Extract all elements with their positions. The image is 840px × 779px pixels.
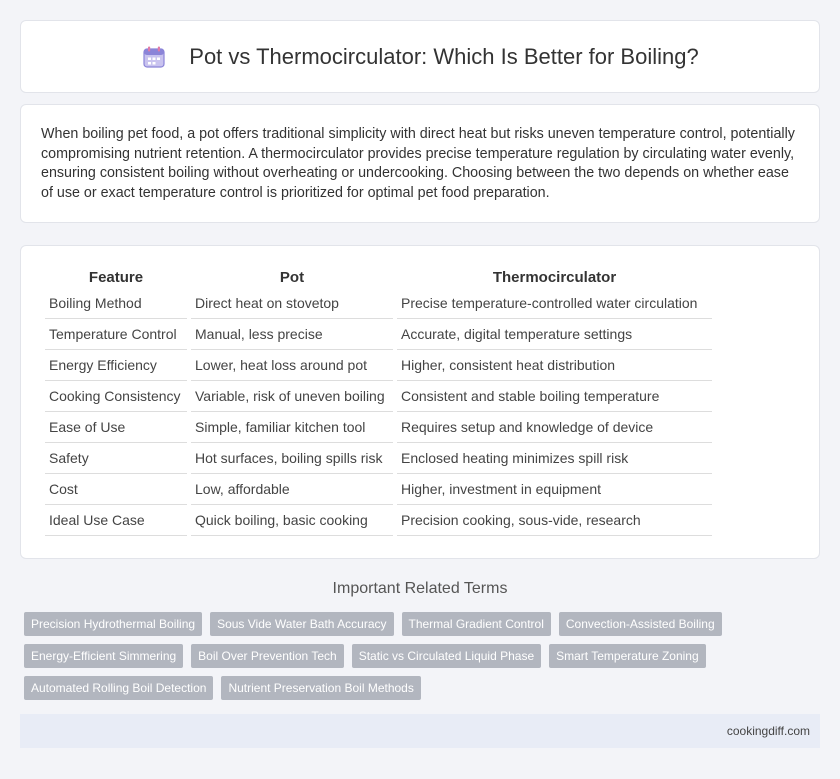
- related-terms-tags: [24, 612, 784, 700]
- tag-link[interactable]: Automated Rolling Boil Detection: [24, 676, 213, 700]
- tag-link[interactable]: Boil Over Prevention Tech: [191, 644, 344, 668]
- header-pot: Pot: [279, 268, 305, 286]
- table-row: [45, 288, 712, 319]
- table-cell: Enclosed heating minimizes spill risk: [397, 443, 712, 474]
- table-cell: Ease of Use: [45, 412, 187, 443]
- tag-link[interactable]: Precision Hydrothermal Boiling: [24, 612, 202, 636]
- table-row: [45, 350, 712, 381]
- table-cell: Precision cooking, sous-vide, research: [397, 505, 712, 536]
- comparison-table: [41, 266, 716, 536]
- tag-link[interactable]: Smart Temperature Zoning: [549, 644, 706, 668]
- table-cell: Cooking Consistency: [45, 381, 187, 412]
- table-row: [45, 412, 712, 443]
- tag-link[interactable]: Thermal Gradient Control: [402, 612, 551, 636]
- comparison-table-card: [20, 245, 820, 559]
- table-cell: Precise temperature-controlled water circulation: [397, 288, 712, 319]
- table-row: [45, 319, 712, 350]
- page-title: Pot vs Thermocirculator: Which Is Better for Boiling?: [189, 43, 699, 69]
- footer-site-link[interactable]: cookingdiff.com: [726, 724, 810, 738]
- table-cell: Lower, heat loss around pot: [191, 350, 393, 381]
- title-card: [20, 20, 820, 93]
- table-cell: Accurate, digital temperature settings: [397, 319, 712, 350]
- table-cell: Higher, consistent heat distribution: [397, 350, 712, 381]
- table-row: [45, 474, 712, 505]
- table-cell: Consistent and stable boiling temperature: [397, 381, 712, 412]
- table-cell: Safety: [45, 443, 187, 474]
- intro-card: [20, 104, 820, 223]
- table-cell: Energy Efficiency: [45, 350, 187, 381]
- tag-link[interactable]: Convection-Assisted Boiling: [559, 612, 722, 636]
- table-row: [45, 381, 712, 412]
- table-cell: Temperature Control: [45, 319, 187, 350]
- table-header-row: [45, 266, 712, 288]
- table-cell: Ideal Use Case: [45, 505, 187, 536]
- table-cell: Quick boiling, basic cooking: [191, 505, 393, 536]
- table-row: [45, 443, 712, 474]
- intro-paragraph: When boiling pet food, a pot offers traditional simplicity with direct heat but risks uneven temperature control, potentially compromising nutrient retention. A thermocirculator provides precise temperature regulation by circulating water evenly, ensuring consistent boiling without overheating or undercooking. Choosing between the two depends on whether ease of use or exact temperature control is prioritized for optimal pet food preparation.: [41, 126, 795, 201]
- calendar-icon: [141, 44, 167, 70]
- table-cell: Requires setup and knowledge of device: [397, 412, 712, 443]
- tag-link[interactable]: Energy-Efficient Simmering: [24, 644, 183, 668]
- table-cell: Boiling Method: [45, 288, 187, 319]
- tag-link[interactable]: Nutrient Preservation Boil Methods: [221, 676, 420, 700]
- table-row: [45, 505, 712, 536]
- footer: [20, 714, 820, 748]
- related-terms-heading: Important Related Terms: [332, 580, 508, 597]
- table-cell: Manual, less precise: [191, 319, 393, 350]
- table-cell: Higher, investment in equipment: [397, 474, 712, 505]
- header-feature: Feature: [88, 268, 144, 286]
- table-cell: Cost: [45, 474, 187, 505]
- header-thermocirculator: Thermocirculator: [492, 268, 617, 286]
- table-cell: Hot surfaces, boiling spills risk: [191, 443, 393, 474]
- table-cell: Simple, familiar kitchen tool: [191, 412, 393, 443]
- table-cell: Low, affordable: [191, 474, 393, 505]
- tag-link[interactable]: Static vs Circulated Liquid Phase: [352, 644, 541, 668]
- tag-link[interactable]: Sous Vide Water Bath Accuracy: [210, 612, 393, 636]
- table-cell: Variable, risk of uneven boiling: [191, 381, 393, 412]
- table-cell: Direct heat on stovetop: [191, 288, 393, 319]
